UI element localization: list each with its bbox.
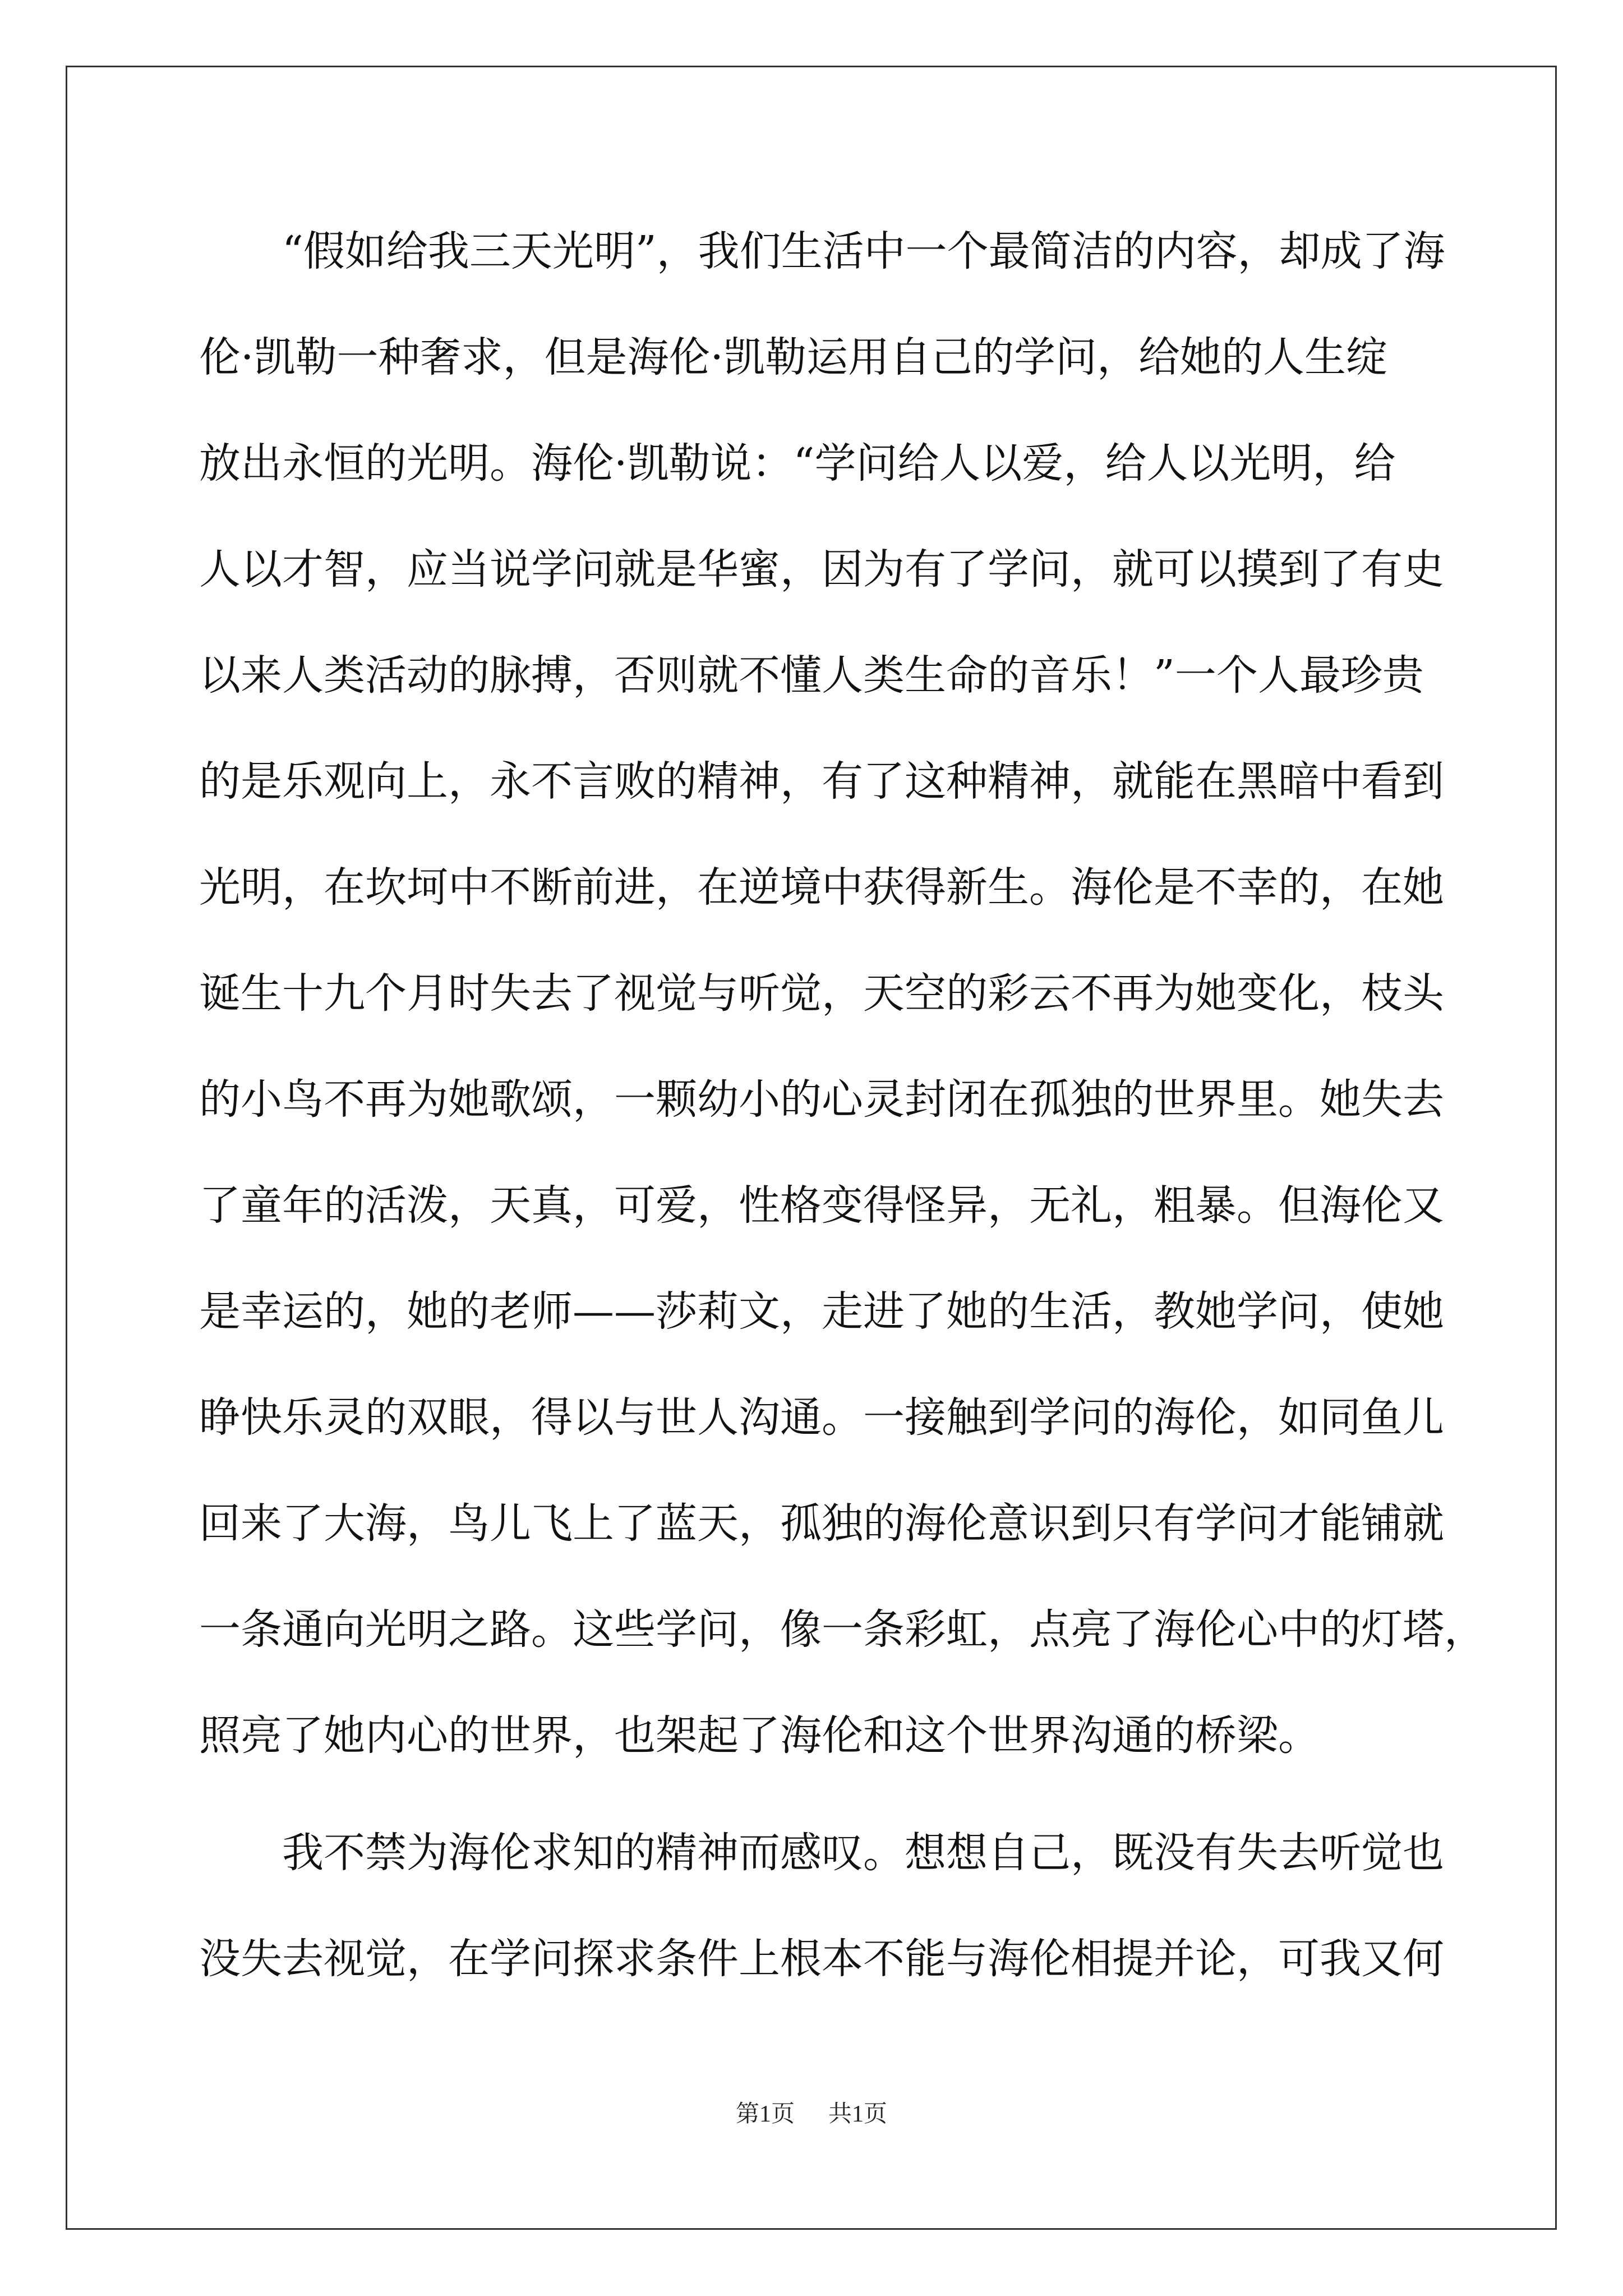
text-line: 以来人类活动的脉搏，否则就不懂人类生命的音乐！”一个人最珍贵 <box>199 651 1424 700</box>
text-line: 伦·凯勒一种奢求，但是海伦·凯勒运用自己的学问，给她的人生绽 <box>199 333 1388 381</box>
text-line: 睁快乐灵的双眼，得以与世人沟通。一接触到学问的海伦，如同鱼儿 <box>199 1393 1444 1442</box>
text-line: 是幸运的，她的老师——莎莉文，走进了她的生活，教她学问，使她 <box>199 1287 1444 1336</box>
text-line: 一条通向光明之路。这些学问，像一条彩虹，点亮了海伦心中的灯塔， <box>199 1605 1486 1654</box>
text-line: 的是乐观向上，永不言败的精神，有了这种精神，就能在黑暗中看到 <box>199 757 1444 806</box>
page-number: 第1页 <box>735 2101 795 2127</box>
page-footer <box>0 2095 1623 2129</box>
text-line: 放出永恒的光明。海伦·凯勒说：“学问给人以爱，给人以光明，给 <box>199 439 1396 487</box>
page-total: 共1页 <box>828 2101 888 2127</box>
text-line: 光明，在坎坷中不断前进，在逆境中获得新生。海伦是不幸的，在她 <box>199 863 1444 912</box>
text-line: 诞生十九个月时失去了视觉与听觉，天空的彩云不再为她变化，枝头 <box>199 969 1444 1018</box>
text-line: 我不禁为海伦求知的精神而感叹。想想自己，既没有失去听觉也 <box>199 1829 1444 1877</box>
text-line: 的小鸟不再为她歌颂，一颗幼小的心灵封闭在孤独的世界里。她失去 <box>199 1075 1444 1124</box>
text-line: “假如给我三天光明”，我们生活中一个最简洁的内容，却成了海 <box>199 227 1445 275</box>
text-line: 了童年的活泼，天真，可爱，性格变得怪异，无礼，粗暴。但海伦又 <box>199 1181 1444 1230</box>
text-line: 回来了大海，鸟儿飞上了蓝天，孤独的海伦意识到只有学问才能铺就 <box>199 1499 1444 1548</box>
text-line: 没失去视觉，在学问探求条件上根本不能与海伦相提并论，可我又何 <box>199 1935 1444 1983</box>
document-body <box>199 212 1486 2026</box>
text-line: 照亮了她内心的世界，也架起了海伦和这个世界沟通的桥梁。 <box>199 1711 1320 1760</box>
text-line: 人以才智，应当说学问就是华蜜，因为有了学问，就可以摸到了有史 <box>199 545 1444 593</box>
